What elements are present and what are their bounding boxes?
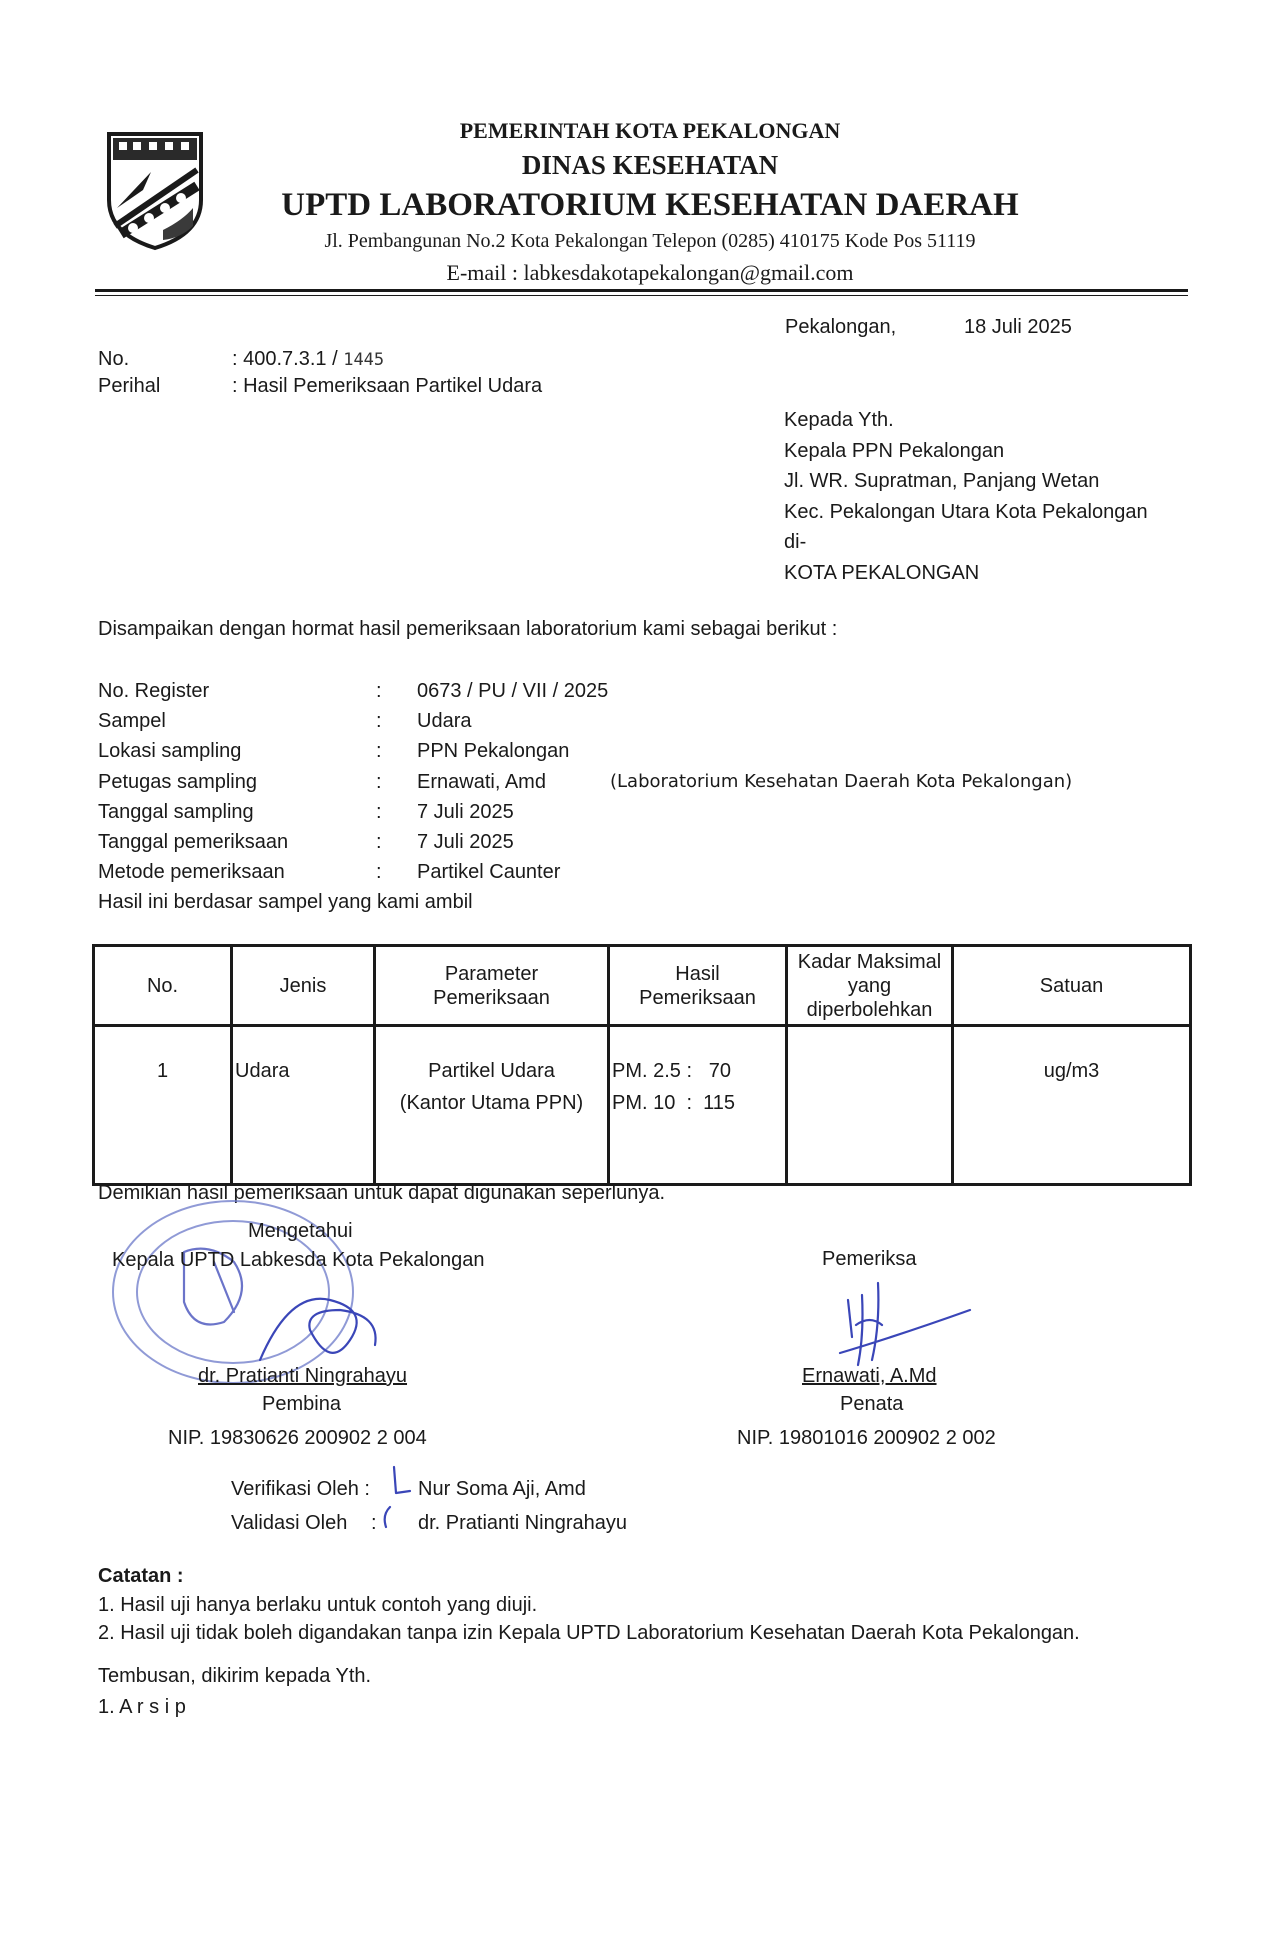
detail-row: No. Register : 0673 / PU / VII / 2025 xyxy=(98,676,473,706)
detail-value: PPN Pekalongan xyxy=(417,740,570,763)
detail-label: Sampel xyxy=(98,710,166,733)
cell-no: 1 xyxy=(94,1026,232,1185)
right-signer-rank: Penata xyxy=(840,1393,904,1415)
recipient-line: Kec. Pekalongan Utara Kota Pekalongan xyxy=(784,500,1148,523)
detail-value: Udara xyxy=(417,710,472,733)
detail-row: Tanggal pemeriksaan : 7 Juli 2025 xyxy=(98,827,473,857)
detail-value: 7 Juli 2025 xyxy=(417,830,514,853)
cell-kadar xyxy=(787,1026,953,1185)
cell-jenis: Udara xyxy=(232,1026,375,1185)
header-jenis: Jenis xyxy=(232,946,375,1026)
letter-number-label: No. xyxy=(98,348,130,370)
details-footer: Hasil ini berdasar sampel yang kami ambil xyxy=(98,891,473,914)
validation-initial xyxy=(378,1505,396,1531)
recipient-line: Kepada Yth. xyxy=(784,409,894,431)
detail-label: Tanggal sampling xyxy=(98,800,254,823)
letterhead-institution: UPTD LABORATORIUM KESEHATAN DAERAH xyxy=(281,187,1019,223)
detail-value: 0673 / PU / VII / 2025 xyxy=(417,680,609,702)
detail-label: Metode pemeriksaan xyxy=(98,861,285,884)
recipient-line: di- xyxy=(784,531,807,554)
detail-row: Tanggal sampling : 7 Juli 2025 xyxy=(98,797,473,827)
left-signer-nip: NIP. 19830626 200902 2 004 xyxy=(168,1427,427,1449)
subject-value: : Hasil Pemeriksaan Partikel Udara xyxy=(232,375,543,397)
header-rule-thin xyxy=(95,295,1188,296)
letter-number-handwritten: 1445 xyxy=(343,350,385,370)
recipient-line: Kepala PPN Pekalongan xyxy=(784,439,1005,462)
right-signature xyxy=(800,1265,980,1375)
letter-number-value: : 400.7.3.1 / xyxy=(232,348,344,370)
verification-initial xyxy=(388,1465,416,1499)
notes-title: Catatan : xyxy=(98,1565,184,1587)
validator-name: dr. Pratianti Ningrahayu xyxy=(418,1512,628,1534)
copies-item: 1. A r s i p xyxy=(98,1696,186,1718)
recipient-line: KOTA PEKALONGAN xyxy=(784,561,980,584)
closing-text: Demikian hasil pemeriksaan untuk dapat digunakan seperlunya. xyxy=(98,1182,666,1204)
right-signer-nip: NIP. 19801016 200902 2 002 xyxy=(737,1427,996,1449)
cell-satuan: ug/m3 xyxy=(953,1026,1191,1185)
table-row xyxy=(94,1026,1191,1185)
right-signer-name: Ernawati, A.Md xyxy=(802,1365,937,1387)
detail-row: Petugas sampling : Ernawati, Amd (Laboratorium Kesehatan Daerah Kota Pekalongan) xyxy=(98,767,473,797)
cell-hasil: PM. 2.5 : 70 PM. 10 : 115 xyxy=(609,1026,787,1185)
letterhead-government: PEMERINTAH KOTA PEKALONGAN xyxy=(459,118,841,143)
acknowledge-label: Mengetahui xyxy=(248,1220,353,1242)
subject-label: Perihal xyxy=(98,375,161,397)
sampling-institution-note: (Laboratorium Kesehatan Daerah Kota Pekalongan) xyxy=(610,770,1073,792)
detail-value: Partikel Caunter xyxy=(417,861,561,884)
detail-label: Lokasi sampling xyxy=(98,740,242,763)
cell-parameter: Partikel Udara (Kantor Utama PPN) xyxy=(375,1026,609,1185)
letterhead-address: Jl. Pembangunan No.2 Kota Pekalongan Telepon (0285) 410175 Kode Pos 51119 xyxy=(324,230,976,252)
header-hasil: Hasil Pemeriksaan xyxy=(609,946,787,1026)
verifier-name: Nur Soma Aji, Amd xyxy=(418,1478,586,1500)
left-signer-title: Kepala UPTD Labkesda Kota Pekalongan xyxy=(112,1249,485,1271)
detail-row: Lokasi sampling : PPN Pekalongan xyxy=(98,736,473,766)
results-table xyxy=(92,944,1192,1186)
letter-number xyxy=(232,348,384,371)
detail-label: Tanggal pemeriksaan xyxy=(98,830,289,853)
right-signer-title: Pemeriksa xyxy=(822,1248,917,1270)
left-signature xyxy=(250,1270,390,1380)
copies-title: Tembusan, dikirim kepada Yth. xyxy=(98,1665,372,1687)
table-header-row xyxy=(94,946,1191,1026)
intro-text: Disampaikan dengan hormat hasil pemeriksaan laboratorium kami sebagai berikut : xyxy=(98,618,838,640)
letter-place: Pekalongan, xyxy=(785,316,897,338)
letterhead-department: DINAS KESEHATAN xyxy=(521,150,779,180)
city-logo xyxy=(103,130,207,252)
detail-label: No. Register xyxy=(98,680,210,702)
note-item: 1. Hasil uji hanya berlaku untuk contoh yang diuji. xyxy=(98,1594,538,1616)
recipient-line: Jl. WR. Supratman, Panjang Wetan xyxy=(784,470,1100,493)
detail-value: 7 Juli 2025 xyxy=(417,800,514,823)
letterhead-email: E-mail : labkesdakotapekalongan@gmail.com xyxy=(446,260,854,285)
note-item: 2. Hasil uji tidak boleh digandakan tanpa izin Kepala UPTD Laboratorium Kesehatan Daerah Kota Pekalongan. xyxy=(98,1622,1080,1644)
details-block xyxy=(98,676,1073,918)
verification-label: Verifikasi Oleh : xyxy=(231,1478,370,1500)
detail-value: Ernawati, Amd xyxy=(417,770,546,793)
header-kadar: Kadar Maksimal yang diperbolehkan xyxy=(787,946,953,1026)
detail-row: Metode pemeriksaan : Partikel Caunter xyxy=(98,857,473,887)
detail-row: Sampel : Udara xyxy=(98,706,473,736)
header-satuan: Satuan xyxy=(953,946,1191,1026)
recipient-block xyxy=(784,405,1148,589)
header-parameter: Parameter Pemeriksaan xyxy=(375,946,609,1026)
letter-date: 18 Juli 2025 xyxy=(964,316,1072,338)
header-no: No. xyxy=(94,946,232,1026)
detail-label: Petugas sampling xyxy=(98,770,257,793)
left-signer-rank: Pembina xyxy=(262,1393,341,1415)
left-signer-name: dr. Pratianti Ningrahayu xyxy=(198,1365,408,1387)
validation-colon: : xyxy=(371,1512,377,1534)
header-rule-thick xyxy=(95,289,1188,292)
validation-label: Validasi Oleh xyxy=(231,1512,348,1534)
